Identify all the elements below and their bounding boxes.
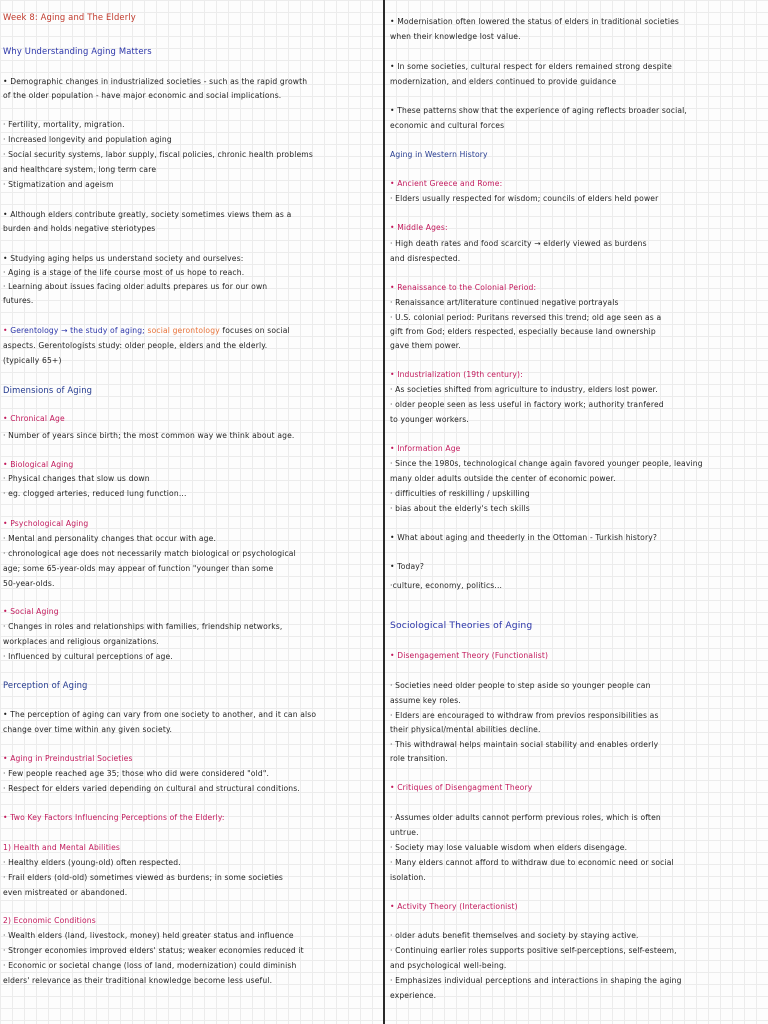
note-segment: •: [3, 326, 11, 335]
left-note-line: • Although elders contribute greatly, society sometimes views them as a: [3, 210, 292, 219]
note-segment: social gerontology: [147, 326, 220, 335]
right-note-line: · Since the 1980s, technological change again favored younger people, leaving: [390, 459, 703, 468]
right-note-line: • Critiques of Disengagment Theory: [390, 783, 533, 792]
right-note-line: · difficulties of reskilling / upskilling: [390, 489, 530, 498]
left-note-line: · Frail elders (old-old) sometimes viewed as burdens; in some societies: [3, 873, 284, 882]
left-note-line: Week 8: Aging and The Elderly: [3, 12, 136, 22]
left-note-line: · Few people reached age 35; those who did were considered "old".: [3, 769, 270, 778]
right-note-line: gift from God; elders respected, especially because land ownership: [390, 327, 656, 336]
left-note-line: 50-year-olds.: [3, 579, 55, 588]
right-note-line: and disrespected.: [390, 254, 461, 263]
note-segment: Gerentology → the study of aging;: [10, 326, 148, 335]
right-note-line: · Societies need older people to step aside so younger people can: [390, 681, 651, 690]
left-note-line: · Fertility, mortality, migration.: [3, 120, 125, 129]
left-note-line: • Chronical Age: [3, 414, 65, 423]
right-note-line: isolation.: [390, 873, 426, 882]
left-note-line: · Learning about issues facing older adults prepares us for our own: [3, 282, 268, 291]
left-note-line: · Aging is a stage of the life course most of us hope to reach.: [3, 268, 245, 277]
left-note-line: elders' relevance as their traditional knowledge become less useful.: [3, 976, 273, 985]
left-note-line: · Respect for elders varied depending on cultural and structural conditions.: [3, 784, 300, 793]
left-note-line: • Psychological Aging: [3, 519, 89, 528]
right-note-line: • Today?: [390, 562, 425, 571]
right-note-line: · older aduts benefit themselves and society by staying active.: [390, 931, 639, 940]
left-note-line: · Physical changes that slow us down: [3, 474, 150, 483]
right-note-line: to younger workers.: [390, 415, 469, 424]
left-note-line: 1) Health and Mental Abilities: [3, 843, 121, 852]
left-note-line: · Social security systems, labor supply, fiscal policies, chronic health problems: [3, 150, 313, 159]
note-segment: focuses on social: [219, 326, 290, 335]
left-note-line: workplaces and religious organizations.: [3, 637, 159, 646]
right-note-line: Sociological Theories of Aging: [390, 620, 533, 631]
right-note-line: experience.: [390, 991, 437, 1000]
right-note-line: · older people seen as less useful in factory work; authority tranfered: [390, 400, 664, 409]
left-note-line: 2) Economic Conditions: [3, 916, 96, 925]
right-note-line: · Renaissance art/literature continued negative portrayals: [390, 298, 619, 307]
left-note-line: • Biological Aging: [3, 460, 74, 469]
right-note-line: • Information Age: [390, 444, 461, 453]
right-note-line: • Disengagement Theory (Functionalist): [390, 651, 549, 660]
left-note-line: • The perception of aging can vary from one society to another, and it can also: [3, 710, 317, 719]
right-note-line: role transition.: [390, 754, 448, 763]
left-note-line: • Aging in Preindustrial Societies: [3, 754, 133, 763]
right-note-line: • What about aging and theederly in the Ottoman - Turkish history?: [390, 533, 658, 542]
left-note-line: · Increased longevity and population aging: [3, 135, 172, 144]
left-note-line: and healthcare system, long term care: [3, 165, 157, 174]
left-note-line: aspects. Gerentologists study: older people, elders and the elderly.: [3, 341, 268, 350]
right-note-line: • Middle Ages:: [390, 223, 448, 232]
right-note-line: ·culture, economy, politics...: [390, 581, 503, 590]
left-note-line: (typically 65+): [3, 356, 62, 365]
right-note-line: and psychological well-being.: [390, 961, 507, 970]
right-note-line: • Ancient Greece and Rome:: [390, 179, 503, 188]
right-note-line: gave them power.: [390, 341, 461, 350]
right-note-line: · Elders are encouraged to withdraw from previos responsibilities as: [390, 711, 659, 720]
left-note-line: burden and holds negative steriotypes: [3, 224, 156, 233]
right-note-line: · Continuing earlier roles supports positive self-perceptions, self-esteem,: [390, 946, 677, 955]
right-note-line: · Society may lose valuable wisdom when elders disengage.: [390, 843, 628, 852]
right-note-line: • Renaissance to the Colonial Period:: [390, 283, 537, 292]
left-note-line: Why Understanding Aging Matters: [3, 46, 152, 56]
left-note-line: · Influenced by cultural perceptions of age.: [3, 652, 173, 661]
right-note-line: · This withdrawal helps maintain social stability and enables orderly: [390, 740, 659, 749]
left-note-line: • Two Key Factors Influencing Perceptions of the Elderly:: [3, 813, 225, 822]
right-note-line: · Emphasizes individual perceptions and interactions in shaping the aging: [390, 976, 682, 985]
right-note-line: · Many elders cannot afford to withdraw due to economic need or social: [390, 858, 674, 867]
left-note-line: change over time within any given society.: [3, 725, 173, 734]
left-note-line: of the older population - have major economic and social implications.: [3, 91, 282, 100]
right-note-line: untrue.: [390, 828, 419, 837]
right-note-line: many older adults outside the center of economic power.: [390, 474, 616, 483]
right-note-line: • In some societies, cultural respect for elders remained strong despite: [390, 62, 672, 71]
left-note-line: · Healthy elders (young-old) often respected.: [3, 858, 181, 867]
right-note-line: · High death rates and food scarcity → elderly viewed as burdens: [390, 239, 647, 248]
right-note-line: · As societies shifted from agriculture to industry, elders lost power.: [390, 385, 658, 394]
left-note-line: · Stronger economies improved elders' status; weaker economies reduced it: [3, 946, 304, 955]
left-note-line: futures.: [3, 296, 34, 305]
right-note-line: their physical/mental abilities decline.: [390, 725, 541, 734]
right-note-line: · Elders usually respected for wisdom; councils of elders held power: [390, 194, 659, 203]
right-note-line: economic and cultural forces: [390, 121, 505, 130]
left-note-line: even mistreated or abandoned.: [3, 888, 128, 897]
left-note-line: · Number of years since birth; the most common way we think about age.: [3, 431, 295, 440]
right-note-line: · bias about the elderly's tech skills: [390, 504, 530, 513]
left-note-line: · chronological age does not necessarily match biological or psychological: [3, 549, 296, 558]
left-note-line: • Demographic changes in industrialized societies - such as the rapid growth: [3, 77, 308, 86]
left-note-line: Dimensions of Aging: [3, 385, 93, 395]
left-note-line: • Social Aging: [3, 607, 59, 616]
right-note-line: • Industrialization (19th century):: [390, 370, 523, 379]
left-note-line: · Mental and personality changes that occur with age.: [3, 534, 217, 543]
right-note-line: · Assumes older adults cannot perform previous roles, which is often: [390, 813, 661, 822]
column-divider: [383, 0, 385, 1024]
left-note-line: · Economic or societal change (loss of land, modernization) could diminish: [3, 961, 297, 970]
right-note-line: • These patterns show that the experience of aging reflects broader social,: [390, 106, 687, 115]
right-note-line: Aging in Western History: [390, 150, 488, 159]
left-note-line: · Changes in roles and relationships with families, friendship networks,: [3, 622, 283, 631]
left-note-line: · Wealth elders (land, livestock, money) held greater status and influence: [3, 931, 294, 940]
right-note-line: · U.S. colonial period: Puritans reversed this trend; old age seen as a: [390, 313, 662, 322]
left-note-line: Perception of Aging: [3, 680, 88, 690]
right-note-line: modernization, and elders continued to provide guidance: [390, 77, 617, 86]
right-note-line: • Activity Theory (Interactionist): [390, 902, 518, 911]
left-note-line: · Stigmatization and ageism: [3, 180, 114, 189]
left-note-line: [3, 325, 290, 336]
right-note-line: • Modernisation often lowered the status of elders in traditional societies: [390, 17, 680, 26]
right-note-line: when their knowledge lost value.: [390, 32, 521, 41]
left-note-line: age; some 65-year-olds may appear of function "younger than some: [3, 564, 274, 573]
right-note-line: assume key roles.: [390, 696, 461, 705]
left-note-line: · eg. clogged arteries, reduced lung function...: [3, 489, 187, 498]
left-note-line: • Studying aging helps us understand society and ourselves:: [3, 254, 244, 263]
